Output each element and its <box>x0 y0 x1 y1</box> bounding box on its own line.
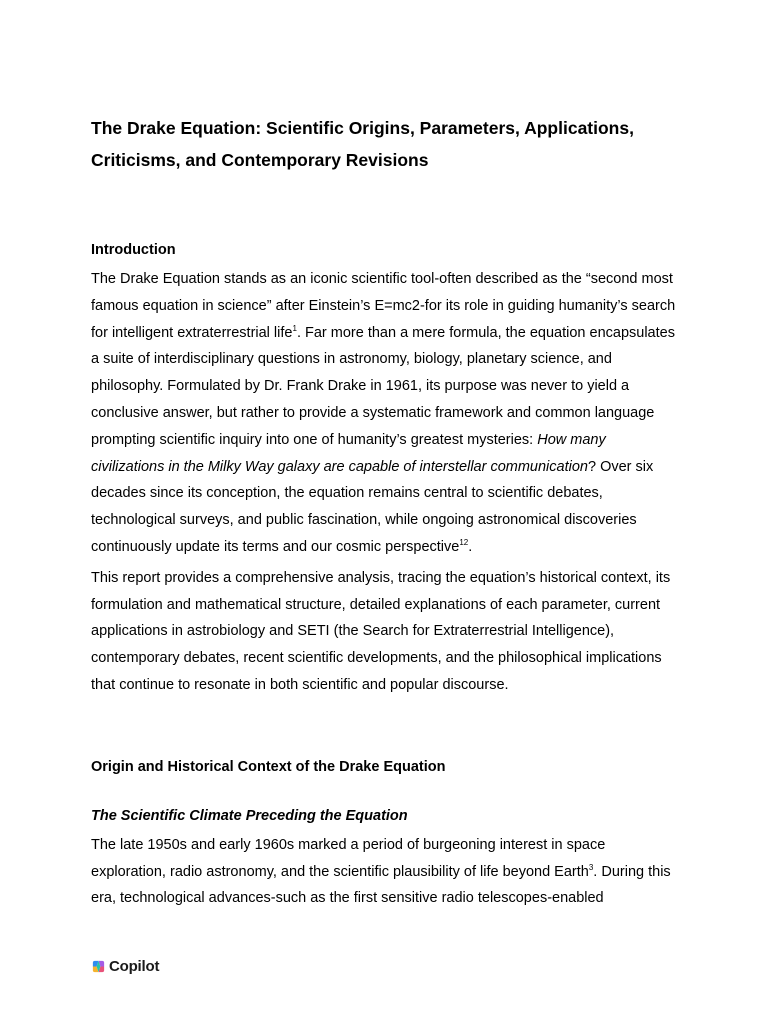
copilot-brand-text: Copilot <box>109 958 160 975</box>
document-page <box>91 112 681 912</box>
intro-p1-text-a: The Drake Equation stands as an iconic scientific tool-often described as the “second most famous equation in science” after Einstein’s E=mc2-for its role in guiding humanity’s search for intelligent extraterrestrial life <box>91 271 676 341</box>
intro-p1-text-d: . <box>468 538 473 555</box>
section-heading-origin: Origin and Historical Context of the Drake Equation <box>91 758 446 775</box>
intro-paragraph-2: This report provides a comprehensive analysis, tracing the equation’s historical context, its formulation and mathematical structure, detailed explanations of each parameter, current applications in astrobiology and SETI (the Search for Extraterrestrial Intelligence), contemporary debates, recent scientific developments, and the philosophical implications that continue to resonate in both scientific and popular discourse. <box>91 569 671 693</box>
origin-p1-text-b: . During this era, technological advances-such as the first sensitive radio telescopes-enabled <box>91 863 671 907</box>
copilot-footer <box>91 958 159 975</box>
footnote-ref-1[interactable]: 1 <box>292 323 297 333</box>
intro-p1-text-b: . Far more than a mere formula, the equation encapsulates a suite of interdisciplinary questions in astronomy, biology, planetary science, and philosophy. Formulated by Dr. Frank Drake in 1961, its purpose was never to yield a conclusive answer, but rather to provide a systematic framework and common language prompting scientific inquiry into one of humanity’s greatest mysteries: <box>91 324 675 448</box>
copilot-logo-icon <box>91 959 106 974</box>
intro-p1-italic-question: How many civilizations in the Milky Way galaxy are capable of interstellar communication <box>91 431 606 475</box>
origin-p1-text-a: The late 1950s and early 1960s marked a period of burgeoning interest in space exploration, radio astronomy, and the scientific plausibility of life beyond Earth <box>91 836 606 880</box>
footnote-ref-3[interactable]: 3 <box>588 862 594 872</box>
document-title: The Drake Equation: Scientific Origins, Parameters, Applications, Criticisms, and Contemporary Revisions <box>91 118 634 170</box>
footnote-ref-12[interactable]: 12 <box>459 537 469 547</box>
intro-paragraph-1 <box>91 266 681 561</box>
section-heading-introduction: Introduction <box>91 242 176 258</box>
origin-paragraph-1 <box>91 832 681 912</box>
subsection-heading-scientific-climate: The Scientific Climate Preceding the Equation <box>91 807 408 824</box>
intro-p1-text-c: ? Over six decades since its conception, the equation remains central to scientific debates, technological surveys, and public fascination, while ongoing astronomical discoveries continuously update its terms and our cosmic perspective <box>91 458 654 555</box>
